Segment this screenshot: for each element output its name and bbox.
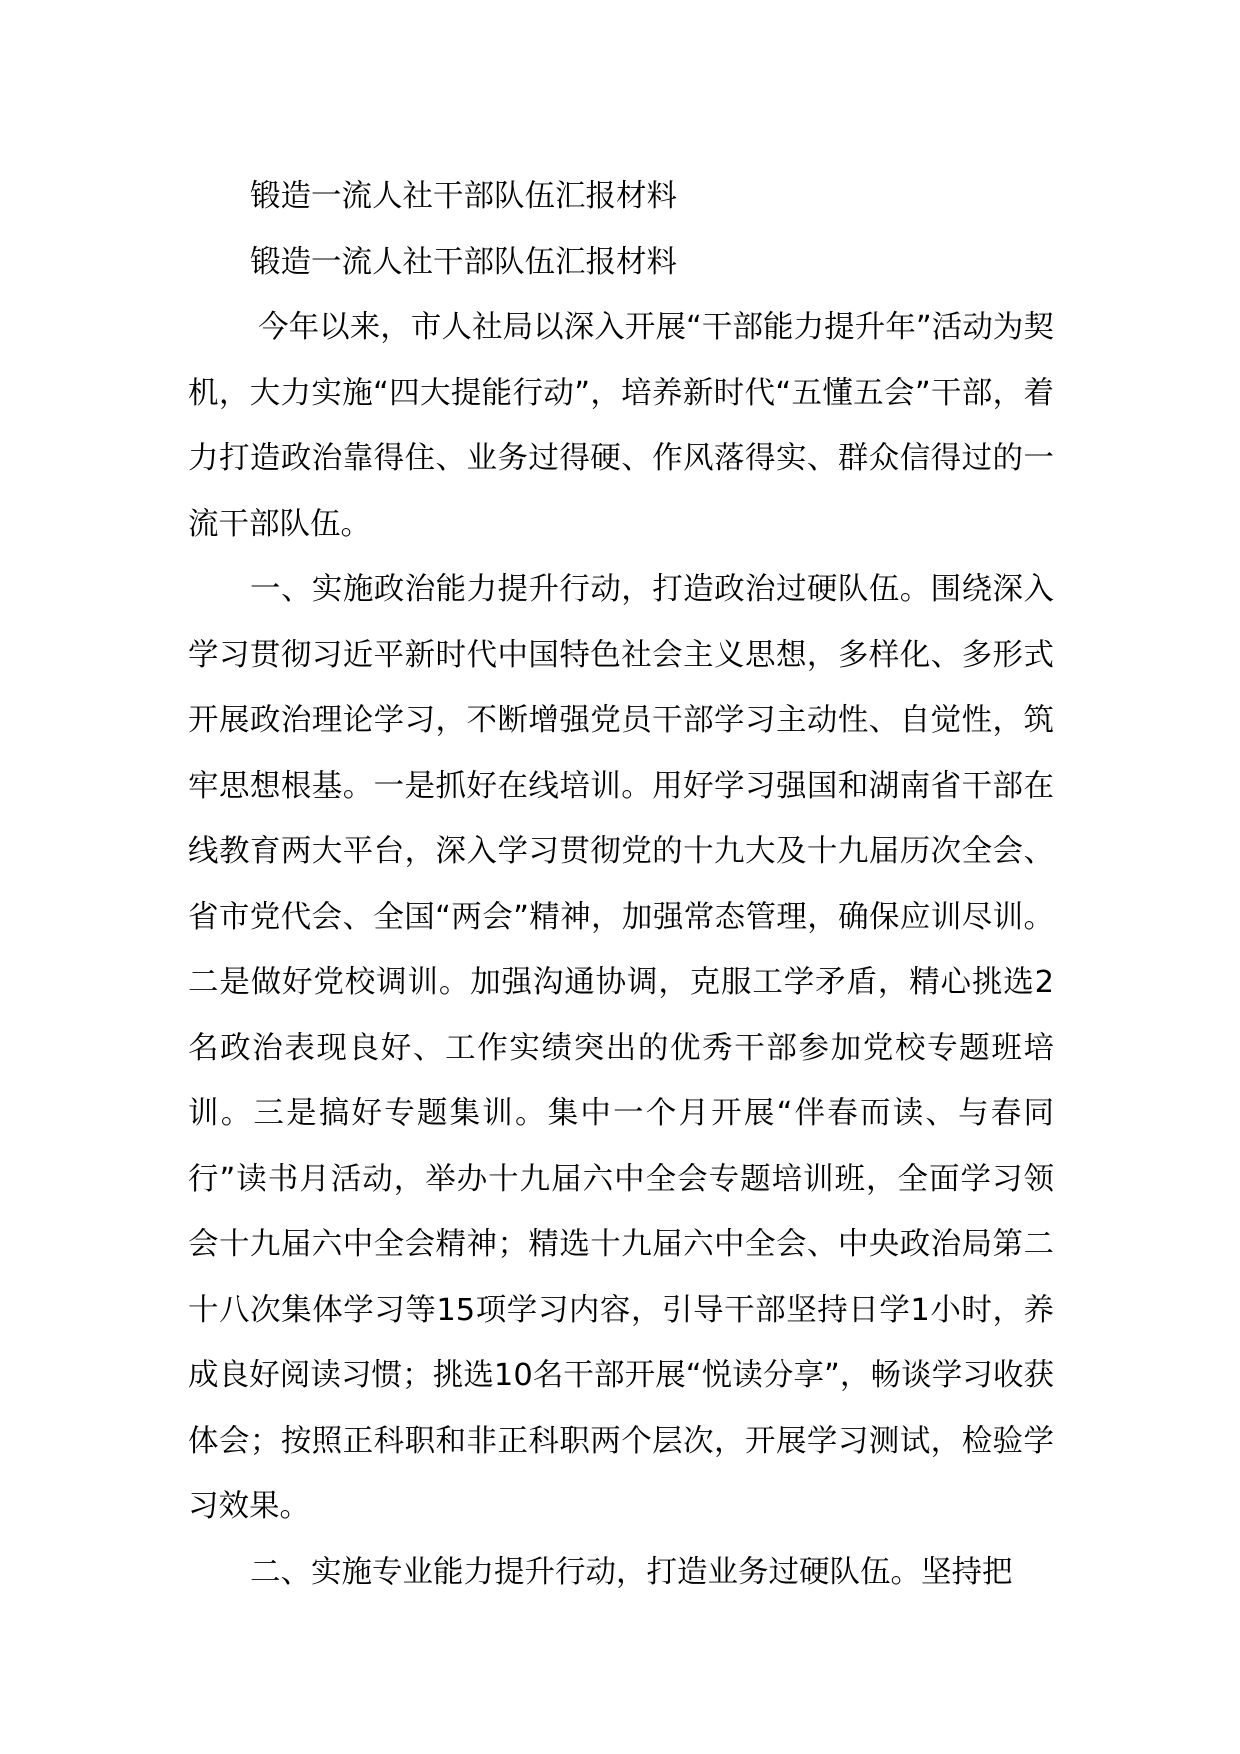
document-body: [188, 164, 1054, 1605]
section-two-paragraph: 二、实施专业能力提升行动，打造业务过硬队伍。坚持把: [250, 1554, 1013, 1590]
section-one-paragraph: 一、实施政治能力提升行动，打造政治过硬队伍。围绕深入学习贯彻习近平新时代中国特色社会主义思想，多样化、多形式开展政治理论学习，不断增强党员干部学习主动性、自觉性，筑牢思想根基。一是抓好在线培训。用好学习强国和湖南省干部在线教育两大平台，深入学习贯彻党的十九大及十九届历次全会、省市党代会、全国“两会”精神，加强常态管理，确保应训尽训。二是做好党校调训。加强沟通协调，克服工学矛盾，精心挑选2名政治表现良好、工作实绩突出的优秀干部参加党校专题班培训。三是搞好专题集训。集中一个月开展“伴春而读、与春同行”读书月活动，举办十九届六中全会专题培训班，全面学习领会十九届六中全会精神；精选十九届六中全会、中央政治局第二十八次集体学习等15项学习内容，引导干部坚持日学1小时，养成良好阅读习惯；挑选10名干部开展“悦读分享”，畅谈学习收获体会；按照正科职和非正科职两个层次，开展学习测试，检验学习效果。: [188, 572, 1054, 1524]
intro-paragraph: 今年以来，市人社局以深入开展“干部能力提升年”活动为契机，大力实施“四大提能行动”，培养新时代“五懂五会”干部，着力打造政治靠得住、业务过得硬、作风落得实、群众信得过的一流干部队伍。: [188, 310, 1054, 542]
document-subtitle: 锻造一流人社干部队伍汇报材料: [250, 244, 677, 280]
document-title: 锻造一流人社干部队伍汇报材料: [250, 179, 677, 214]
